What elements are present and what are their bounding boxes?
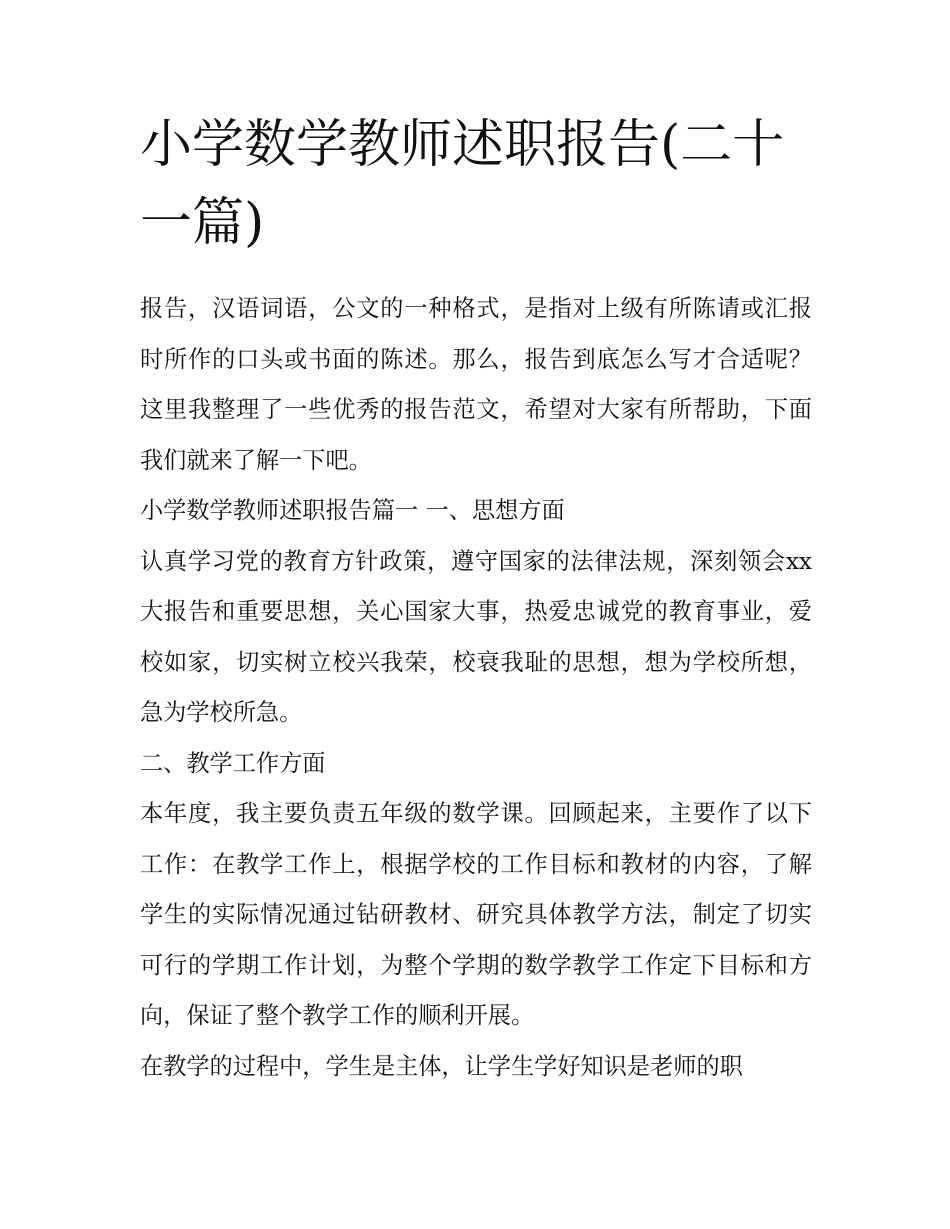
document-title: 小学数学教师述职报告(二十一篇) xyxy=(140,115,785,253)
paragraph-section-two-heading: 二、教学工作方面 xyxy=(140,749,326,777)
document-content xyxy=(140,106,812,1092)
paragraph-intro: 报告，汉语词语，公文的一种格式，是指对上级有所陈请或汇报时所作的口头或书面的陈述。那么，报告到底怎么写才合适呢？这里我整理了一些优秀的报告范文，希望对大家有所帮助，下面我们就来了解一下吧。 xyxy=(140,295,812,474)
paragraph-teaching-process: 在教学的过程中，学生是主体，让学生学好知识是老师的职 xyxy=(140,1052,743,1080)
paragraph-thought: 认真学习党的教育方针政策，遵守国家的法律法规，深刻领会xx大报告和重要思想，关心国家大事，热爱忠诚党的教育事业，爱校如家，切实树立校兴我荣，校衰我耻的思想，想为学校所想，急为学校所急。 xyxy=(140,547,812,726)
paragraph-section-one-heading: 小学数学教师述职报告篇一 一、思想方面 xyxy=(140,497,565,524)
paragraph-teaching-work: 本年度，我主要负责五年级的数学课。回顾起来，主要作了以下工作：在教学工作上，根据学校的工作目标和教材的内容，了解学生的实际情况通过钻研教材、研究具体教学方法，制定了切实可行的学期工作计划，为整个学期的数学教学工作定下目标和方向，保证了整个教学工作的顺利开展。 xyxy=(140,800,812,1029)
document-body xyxy=(140,284,812,1092)
